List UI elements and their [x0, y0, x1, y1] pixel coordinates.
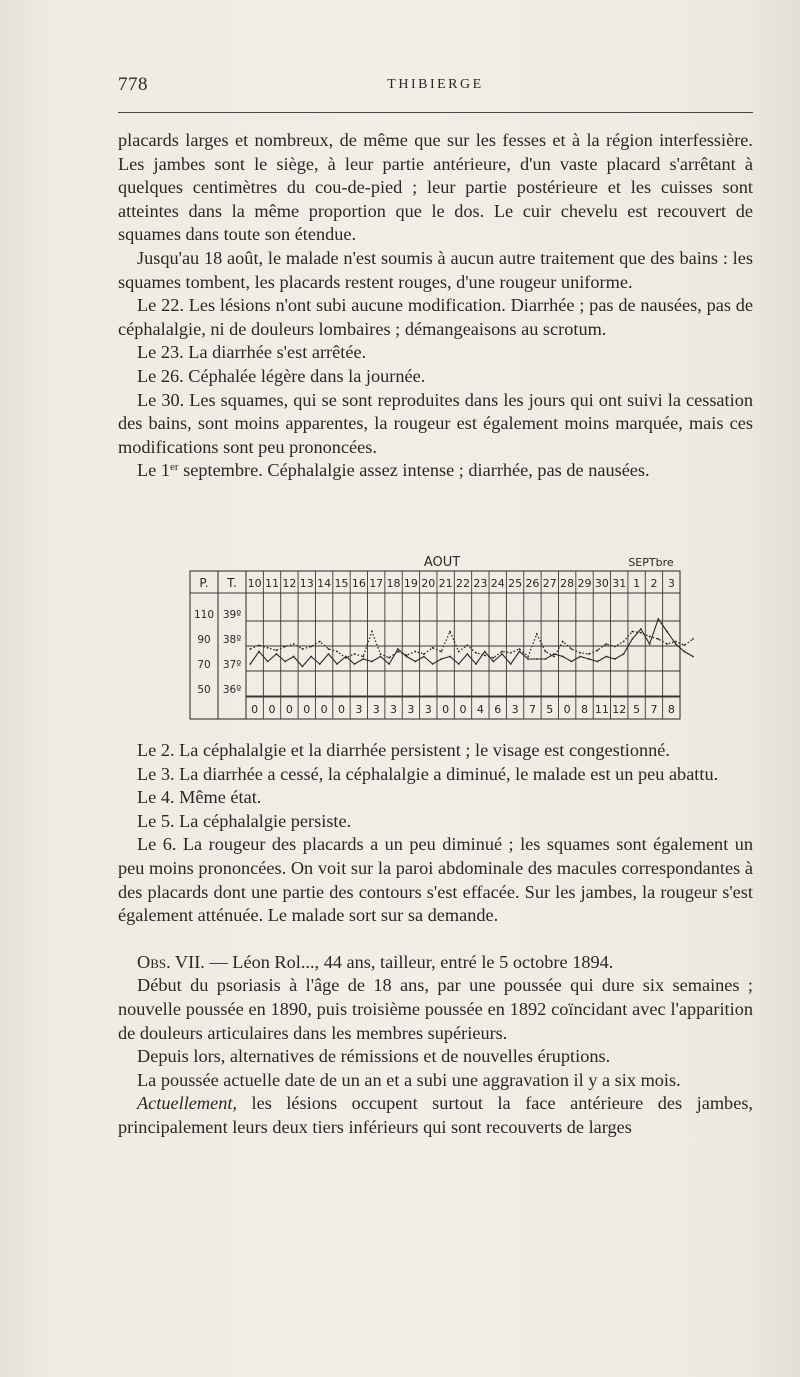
temperature-point [675, 643, 677, 645]
pulse-point [510, 652, 512, 654]
pulse-point [449, 631, 451, 633]
paragraph: Depuis lors, alternatives de rémissions et de nouvelles éruptions. [137, 1046, 611, 1067]
temperature-point [284, 661, 286, 663]
pulse-point [579, 652, 581, 654]
temp-tick-label: 38º [222, 634, 242, 646]
day-label: 26 [525, 577, 540, 590]
count-label: 6 [494, 703, 502, 716]
temperature-point [510, 663, 512, 665]
temp-tick-label: 36º [222, 684, 242, 696]
temperature-point [597, 661, 599, 663]
count-label: 3 [511, 703, 519, 716]
running-title: THIBIERGE [387, 77, 484, 92]
pulse-point [493, 657, 495, 659]
first-sept-rest: septembre. Céphalalgie assez intense ; diarrhée, pas de nausées. [178, 460, 650, 481]
observation-text: — Léon Rol..., 44 ans, tailleur, entré le 5 octobre 1894. [204, 951, 614, 972]
pulse-point [310, 646, 312, 648]
pulse-point [571, 648, 573, 650]
day-label: 19 [403, 577, 418, 590]
day-label: 1 [633, 577, 641, 590]
count-label: 0 [337, 703, 345, 716]
pulse-point [440, 651, 442, 653]
paragraph: Le 4. Même état. [137, 787, 262, 808]
temperature-point [692, 656, 694, 658]
count-label: 7 [650, 703, 658, 716]
pulse-point [649, 636, 651, 638]
last-paragraph-rest: les lésions occupent surtout la face antérieure des jambes, principalement leurs deux tiers inférieurs qui sont recouverts de larges [118, 1093, 753, 1137]
temperature-point [657, 618, 659, 620]
temp-header: T. [227, 576, 237, 590]
day-label: 16 [351, 577, 366, 590]
pulse-point [657, 638, 659, 640]
last-paragraph-italic: Actuellement, [137, 1093, 237, 1114]
paragraph: Début du psoriasis à l'âge de 18 ans, par une poussée qui dure six semaines ; nouvelle poussée en 1890, puis troisième poussée en 1892 coïncidant avec l'apparition de douleurs articulaires dans les membres supérieurs. [118, 975, 753, 1043]
pulse-point [562, 641, 564, 643]
pulse-point [258, 644, 260, 646]
pulse-point [501, 651, 503, 653]
temperature-point [432, 663, 434, 665]
day-label: 3 [667, 577, 675, 590]
pulse-point [640, 632, 642, 634]
paragraph: Le 5. La céphalalgie persiste. [137, 810, 352, 831]
chart-labels [194, 555, 675, 716]
paragraph: Le 6. La rougeur des placards a un peu diminué ; les squames sont également un peu moins prononcées. On voit sur la paroi abdominale des macules correspondantes à des placards dont une partie des contours s'est effacée. Sur les jambes, la rougeur s'est également atténuée. Le malade sort sur sa demande. [118, 834, 753, 926]
temperature-point [380, 656, 382, 658]
page-number: 778 [118, 74, 148, 95]
paragraph: La poussée actuelle date de un an et a subi une aggravation il y a six mois. [137, 1069, 681, 1090]
paragraph: Le 22. Les lésions n'ont subi aucune modification. Diarrhée ; pas de nausées, pas de céphalalgie, ni de douleurs lombaires ; démangeaisons au scrotum. [118, 295, 753, 339]
pulse-point [623, 641, 625, 643]
temperature-point [414, 661, 416, 663]
count-label: 4 [476, 703, 484, 716]
day-label: 24 [490, 577, 505, 590]
count-label: 0 [563, 703, 571, 716]
temperature-point [545, 658, 547, 660]
temperature-point [397, 648, 399, 650]
temperature-point [354, 663, 356, 665]
count-label: 12 [612, 703, 627, 716]
temperature-point [293, 656, 295, 658]
count-label: 5 [546, 703, 554, 716]
pulse-point [692, 638, 694, 640]
pulse-point [249, 648, 251, 650]
pulse-point [683, 644, 685, 646]
day-label: 29 [577, 577, 592, 590]
count-label: 0 [459, 703, 467, 716]
pulse-point [519, 648, 521, 650]
temperature-point [310, 656, 312, 658]
pulse-tick-label: 110 [193, 609, 215, 621]
first-sept-prefix: Le 1 [137, 460, 170, 481]
day-label: 15 [334, 577, 349, 590]
day-label: 27 [542, 577, 557, 590]
temperature-point [649, 643, 651, 645]
temperature-point [458, 663, 460, 665]
count-label: 3 [407, 703, 415, 716]
temperature-point [258, 651, 260, 653]
pulse-point [588, 653, 590, 655]
temperature-point [319, 663, 321, 665]
paragraph: placards larges et nombreux, de même que sur les fesses et à la région interfessière. Les jambes sont le siège, à leur partie antérieure, d'un vaste placard s'arrêtant à quelques centimètres du cou-de-pied ; leur partie postérieure et les cuisses sont atteintes dans la même proportion que le dos. Le cuir chevelu est recouvert de squames dans toute son étendue. [118, 130, 753, 245]
pulse-point [414, 651, 416, 653]
day-label: 23 [473, 577, 488, 590]
pulse-point [614, 646, 616, 648]
count-label: 3 [424, 703, 432, 716]
count-label: 0 [268, 703, 276, 716]
pulse-point [423, 653, 425, 655]
pulse-point [466, 644, 468, 646]
temperature-point [302, 666, 304, 668]
pulse-point [406, 654, 408, 656]
temperature-point [579, 656, 581, 658]
day-label: 31 [612, 577, 627, 590]
pulse-point [432, 647, 434, 649]
temperature-point [267, 661, 269, 663]
pulse-point [631, 631, 633, 633]
pulse-point [666, 643, 668, 645]
day-label: 30 [594, 577, 609, 590]
temperature-point [336, 663, 338, 665]
pulse-point [675, 641, 677, 643]
month-label-august: AOUT [423, 555, 461, 570]
pulse-point [388, 657, 390, 659]
pulse-point [397, 651, 399, 653]
temperature-point [249, 663, 251, 665]
pulse-point [371, 631, 373, 633]
month-label-september: SEPTbre [628, 556, 674, 569]
pulse-header: P. [199, 576, 209, 590]
temperature-point [571, 661, 573, 663]
day-label: 25 [508, 577, 523, 590]
temperature-point [328, 653, 330, 655]
pulse-point [536, 633, 538, 635]
day-label: 14 [317, 577, 332, 590]
count-label: 0 [303, 703, 311, 716]
pulse-point [354, 653, 356, 655]
paragraph: Le 30. Les squames, qui se sont reproduites dans les jours qui ont suivi la cessation des bains, sont moins apparentes, la rougeur est également moins marquée, mais ces modifications sont peu prononcées. [118, 389, 753, 457]
pulse-point [597, 649, 599, 651]
count-label: 8 [667, 703, 675, 716]
pulse-point [458, 651, 460, 653]
day-label: 17 [369, 577, 384, 590]
pulse-point [362, 656, 364, 658]
paragraph: Le 3. La diarrhée a cessé, la céphalalgie a diminué, le malade est un peu abattu. [137, 763, 719, 784]
pulse-point [484, 654, 486, 656]
temperature-point [475, 663, 477, 665]
pulse-point [545, 651, 547, 653]
pulse-point [267, 647, 269, 649]
temperature-point [666, 631, 668, 633]
temp-tick-label: 37º [222, 659, 242, 671]
day-label: 10 [247, 577, 262, 590]
paragraph: Le 26. Céphalée légère dans la journée. [137, 365, 426, 386]
day-label: 13 [299, 577, 314, 590]
day-label: 22 [456, 577, 470, 590]
count-label: 3 [390, 703, 398, 716]
temperature-point [640, 628, 642, 630]
pulse-point [284, 646, 286, 648]
day-label: 18 [386, 577, 401, 590]
temperature-point [371, 661, 373, 663]
day-label: 2 [650, 577, 658, 590]
pulse-point [276, 649, 278, 651]
pulse-tick-label: 50 [197, 684, 211, 696]
pulse-point [293, 643, 295, 645]
count-label: 0 [251, 703, 259, 716]
day-label: 21 [438, 577, 453, 590]
paragraph: Jusqu'au 18 août, le malade n'est soumis à aucun autre traitement que des bains : les squames tombent, les placards restent rouges, d'une rougeur uniforme. [118, 247, 753, 292]
temperature-point [536, 658, 538, 660]
temperature-point [683, 651, 685, 653]
pulse-point [527, 656, 529, 658]
pulse-point [553, 656, 555, 658]
count-label: 8 [581, 703, 589, 716]
pulse-point [605, 643, 607, 645]
count-label: 0 [442, 703, 450, 716]
temperature-point [466, 653, 468, 655]
temperature-point [614, 658, 616, 660]
observation-label: Obs. VII. [137, 951, 205, 972]
temperature-point [493, 661, 495, 663]
pulse-point [336, 651, 338, 653]
temperature-point [631, 638, 633, 640]
body-text-bottom [118, 739, 753, 1140]
count-label: 0 [320, 703, 328, 716]
pulse-point [475, 652, 477, 654]
day-label: 11 [265, 577, 280, 590]
pulse-point [319, 641, 321, 643]
temperature-point [276, 653, 278, 655]
paragraph: Le 2. La céphalalgie et la diarrhée persistent ; le visage est congestionné. [137, 740, 670, 760]
pulse-point [302, 648, 304, 650]
day-label: 12 [282, 577, 297, 590]
pulse-tick-label: 90 [197, 634, 211, 646]
count-label: 3 [372, 703, 380, 716]
temperature-point [388, 663, 390, 665]
temperature-point [440, 658, 442, 660]
temperature-point [449, 656, 451, 658]
temperature-point [519, 651, 521, 653]
chart-grid [190, 571, 680, 719]
pulse-point [380, 653, 382, 655]
temperature-point [623, 653, 625, 655]
temperature-point [527, 658, 529, 660]
observation-heading [118, 951, 753, 975]
temperature-point [423, 656, 425, 658]
temperature-point [605, 656, 607, 658]
paragraph: Le 23. La diarrhée s'est arrêtée. [137, 342, 367, 363]
count-label: 11 [594, 703, 609, 716]
count-label: 7 [528, 703, 536, 716]
count-label: 5 [633, 703, 641, 716]
count-label: 3 [355, 703, 363, 716]
temperature-point [484, 651, 486, 653]
temperature-point [588, 658, 590, 660]
pulse-tick-label: 70 [197, 659, 211, 671]
first-sept-sup: er [170, 461, 179, 474]
day-label: 20 [421, 577, 436, 590]
day-label: 28 [560, 577, 575, 590]
temperature-point [501, 653, 503, 655]
count-label: 0 [285, 703, 293, 716]
pulse-point [328, 648, 330, 650]
temperature-point [362, 658, 364, 660]
temperature-point [562, 656, 564, 658]
paragraph-last [118, 1092, 753, 1139]
pulse-point [345, 657, 347, 659]
temp-tick-label: 39º [222, 609, 242, 621]
